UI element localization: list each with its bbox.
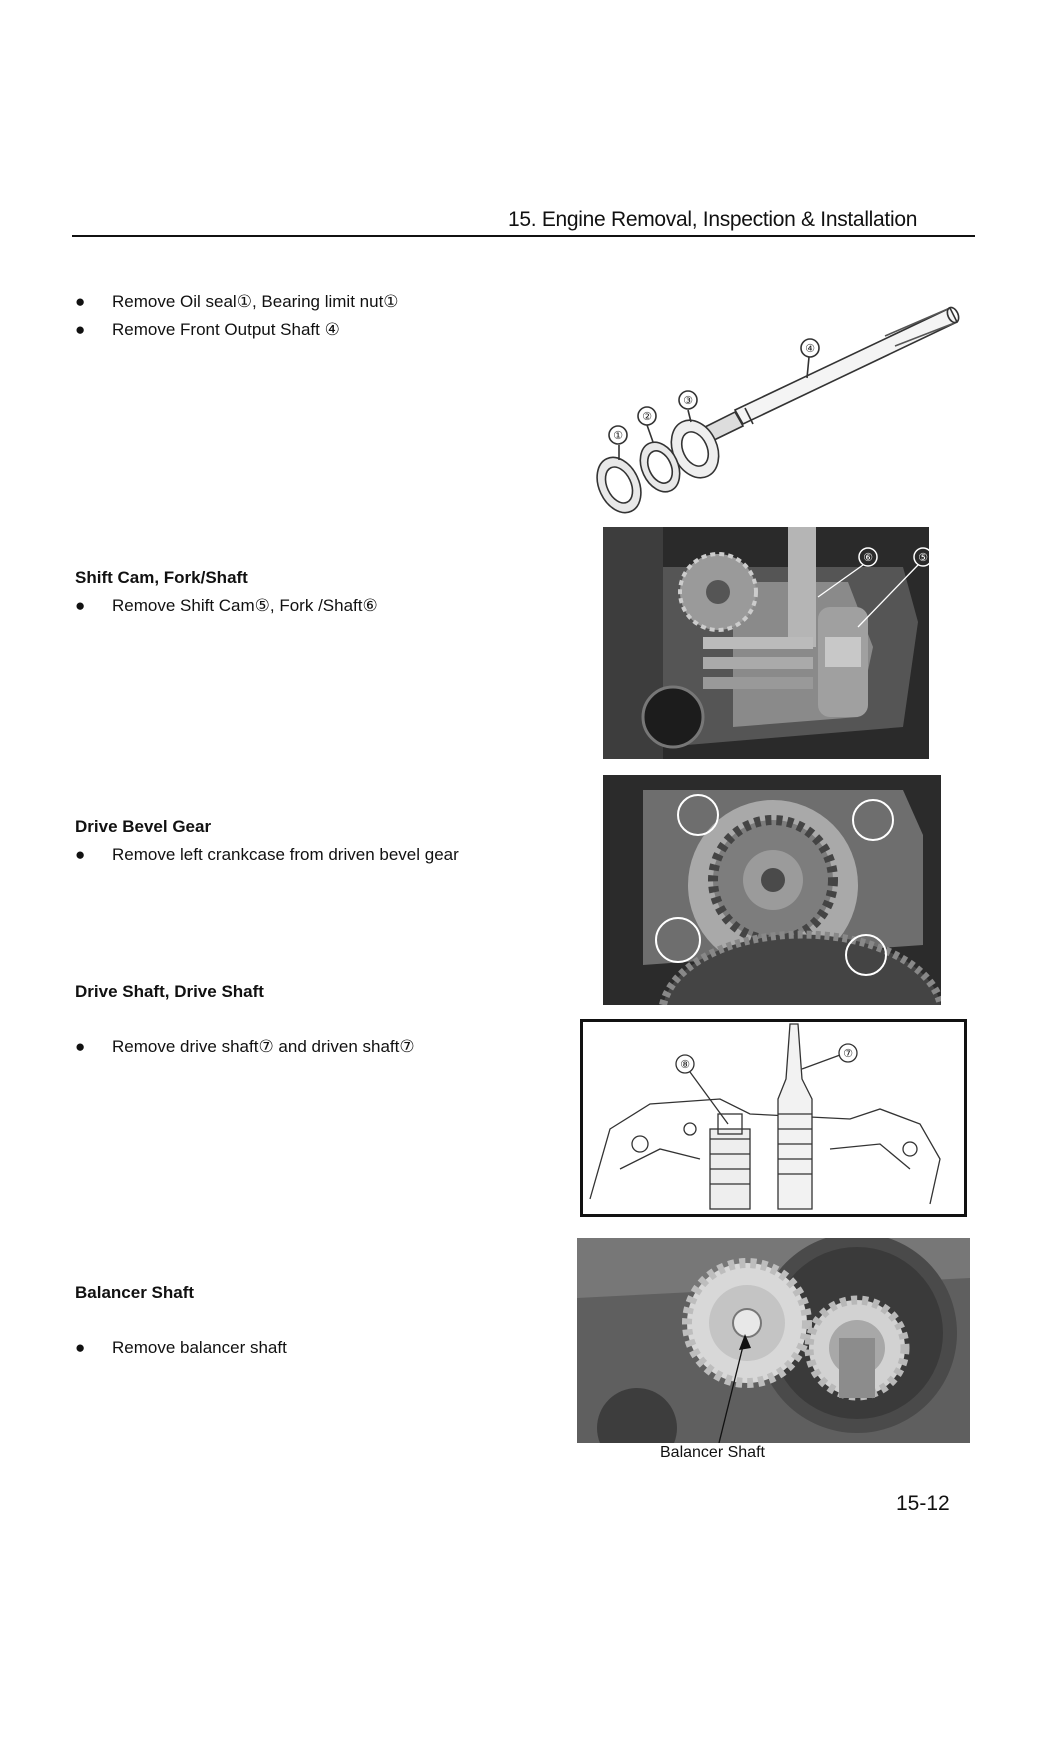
drive-shaft-drawing [580, 1019, 967, 1217]
bullet-glyph: ● [75, 596, 86, 615]
callout-label: ④ [805, 342, 815, 355]
bullet-glyph: ● [75, 1338, 86, 1357]
figure-caption: Balancer Shaft [660, 1444, 765, 1461]
callout-label: ② [642, 410, 652, 423]
section-heading: Drive Bevel Gear [75, 817, 212, 836]
bullet-text: Remove drive shaft⑦ and driven shaft⑦ [112, 1037, 415, 1056]
bullet-text: Remove Front Output Shaft ④ [112, 320, 340, 339]
bullet-glyph: ● [75, 320, 86, 339]
bullet-text: Remove left crankcase from driven bevel gear [112, 845, 459, 864]
bullet-text: Remove balancer shaft [112, 1338, 287, 1357]
output-shaft-exploded-drawing [585, 300, 965, 520]
page-header-title: 15. Engine Removal, Inspection & Installation [508, 208, 918, 231]
callout-label: ⑦ [843, 1047, 853, 1060]
bullet-glyph: ● [75, 845, 86, 864]
section-heading: Balancer Shaft [75, 1283, 195, 1302]
bullet-glyph: ● [75, 292, 86, 311]
callout-label: ③ [683, 394, 693, 407]
callout-label: ⑤ [918, 551, 928, 564]
callout-label: ① [613, 429, 623, 442]
section-heading: Drive Shaft, Drive Shaft [75, 982, 264, 1001]
balancer-shaft-render [577, 1238, 970, 1443]
callout-label: ⑧ [680, 1058, 690, 1071]
callout-label: ⑥ [863, 551, 873, 564]
page-number: 15-12 [896, 1492, 950, 1515]
bullet-text: Remove Shift Cam⑤, Fork /Shaft⑥ [112, 596, 378, 615]
shift-cam-photo [603, 527, 929, 759]
bullet-glyph: ● [75, 1037, 86, 1056]
header-rule [72, 235, 975, 237]
bullet-text: Remove Oil seal①, Bearing limit nut① [112, 292, 399, 311]
drive-bevel-gear-photo [603, 775, 941, 1005]
section-heading: Shift Cam, Fork/Shaft [75, 568, 248, 587]
